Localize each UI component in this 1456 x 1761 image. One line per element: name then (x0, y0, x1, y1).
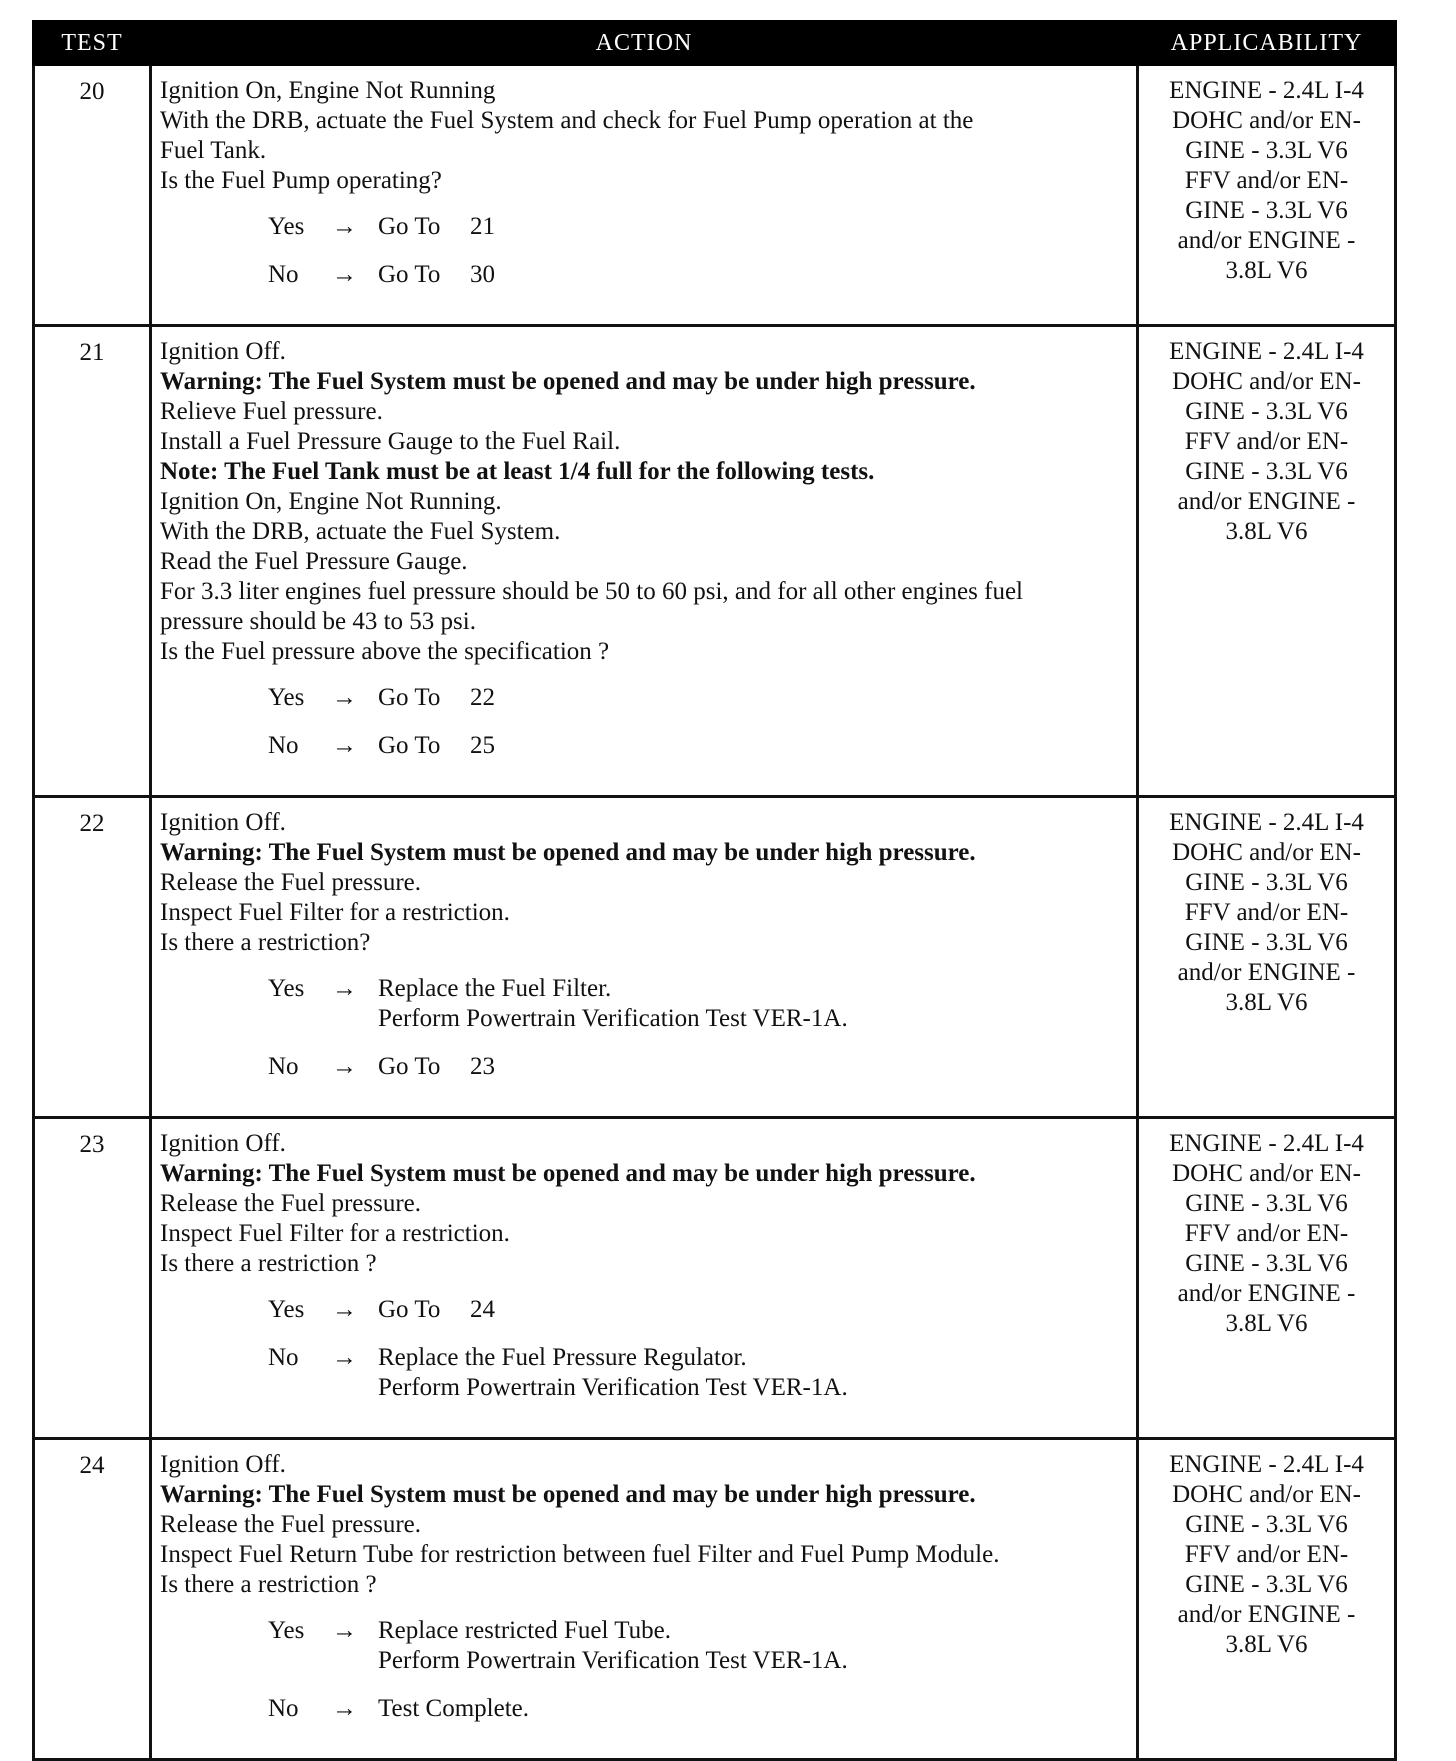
answer-action: Test Complete. (378, 1695, 530, 1722)
action-cell (151, 326, 1138, 797)
instruction-text: Inspect Fuel Return Tube for restriction between fuel Filter and Fuel Pump Module. (160, 1541, 1000, 1568)
instruction-text: Ignition Off. (160, 1130, 286, 1157)
applicability-cell (1138, 1118, 1396, 1439)
test-number: 20 (34, 65, 151, 326)
table-row (34, 797, 1396, 1118)
applicability-line: GINE - 3.3L V6 (1185, 137, 1348, 164)
goto-instruction (378, 683, 495, 713)
instruction-text: With the DRB, actuate the Fuel System and check for Fuel Pump operation at the (160, 107, 974, 134)
applicability-line: 3.8L V6 (1225, 518, 1308, 545)
goto-target: 21 (470, 213, 495, 240)
diagnostic-procedure-page (32, 20, 1394, 1761)
instruction-text: Is there a restriction ? (160, 1571, 377, 1598)
answer-row-yes (268, 683, 1130, 713)
test-number: 24 (34, 1439, 151, 1760)
answer-list (160, 683, 1130, 761)
goto-target: 23 (470, 1053, 495, 1080)
answer-list (160, 1616, 1130, 1724)
answer-action-verify: Perform Powertrain Verification Test VER-1A. (378, 1647, 848, 1674)
goto-target: 22 (470, 684, 495, 711)
answer-destination (378, 1052, 495, 1082)
applicability-cell (1138, 1439, 1396, 1760)
instruction-text: Ignition Off. (160, 1451, 286, 1478)
arrow-icon: → (332, 684, 357, 711)
warning-note-text: Warning: The Fuel System must be opened and may be under high pressure. (160, 1160, 976, 1187)
test-number: 22 (34, 797, 151, 1118)
answer-label: Yes (268, 1296, 305, 1323)
answer-list (160, 1295, 1130, 1403)
instruction-text: Release the Fuel pressure. (160, 1511, 422, 1538)
table-row (34, 326, 1396, 797)
applicability-line: GINE - 3.3L V6 (1185, 1571, 1348, 1598)
goto-instruction (378, 1295, 495, 1325)
header-action: ACTION (151, 22, 1138, 65)
answer-destination (378, 974, 848, 1034)
warning-note-text: Warning: The Fuel System must be opened and may be under high pressure. (160, 839, 976, 866)
applicability-line: FFV and/or EN- (1184, 899, 1349, 926)
applicability-line: ENGINE - 2.4L I-4 (1169, 809, 1364, 836)
goto-instruction (378, 1052, 495, 1082)
action-cell (151, 797, 1138, 1118)
goto-label: Go To (378, 1296, 441, 1323)
answer-destination (378, 212, 495, 242)
instruction-text: Read the Fuel Pressure Gauge. (160, 548, 468, 575)
applicability-line: 3.8L V6 (1225, 1310, 1308, 1337)
goto-label: Go To (378, 213, 441, 240)
instruction-text: Ignition On, Engine Not Running (160, 77, 496, 104)
arrow-icon: → (332, 1695, 357, 1722)
applicability-cell (1138, 326, 1396, 797)
applicability-cell (1138, 65, 1396, 326)
instruction-text: For 3.3 liter engines fuel pressure should be 50 to 60 psi, and for all other engines fuel (160, 578, 1024, 605)
applicability-line: GINE - 3.3L V6 (1185, 1511, 1348, 1538)
instruction-text: Relieve Fuel pressure. (160, 398, 383, 425)
applicability-line: GINE - 3.3L V6 (1185, 869, 1348, 896)
applicability-line: 3.8L V6 (1225, 257, 1308, 284)
instruction-text: pressure should be 43 to 53 psi. (160, 608, 476, 635)
goto-label: Go To (378, 732, 441, 759)
answer-label: No (268, 261, 299, 288)
answer-list (160, 212, 1130, 290)
answer-action: Replace the Fuel Filter. (378, 975, 612, 1002)
goto-label: Go To (378, 684, 441, 711)
applicability-cell (1138, 797, 1396, 1118)
test-number: 23 (34, 1118, 151, 1439)
warning-note-text: Warning: The Fuel System must be opened and may be under high pressure. (160, 368, 976, 395)
applicability-line: ENGINE - 2.4L I-4 (1169, 338, 1364, 365)
applicability-line: GINE - 3.3L V6 (1185, 1250, 1348, 1277)
answer-label: Yes (268, 213, 305, 240)
arrow-icon: → (332, 1617, 357, 1644)
answer-row-yes (268, 212, 1130, 242)
applicability-line: and/or ENGINE - (1177, 959, 1356, 986)
answer-label: No (268, 1053, 299, 1080)
instruction-text: Ignition Off. (160, 338, 286, 365)
goto-target: 30 (470, 261, 495, 288)
arrow-icon: → (332, 732, 357, 759)
arrow-icon: → (332, 1344, 357, 1371)
header-applicability: APPLICABILITY (1138, 22, 1396, 65)
instruction-text: Fuel Tank. (160, 137, 267, 164)
answer-destination (378, 731, 495, 761)
arrow-icon: → (332, 1296, 357, 1323)
instruction-text: Release the Fuel pressure. (160, 1190, 422, 1217)
answer-row-no (268, 260, 1130, 290)
goto-target: 25 (470, 732, 495, 759)
arrow-icon: → (332, 261, 357, 288)
answer-label: No (268, 1344, 299, 1371)
applicability-line: DOHC and/or EN- (1172, 107, 1361, 134)
answer-label: Yes (268, 684, 305, 711)
answer-action: Replace the Fuel Pressure Regulator. (378, 1344, 747, 1371)
table-row (34, 1118, 1396, 1439)
answer-row-yes (268, 1616, 1130, 1676)
answer-label: Yes (268, 975, 305, 1002)
arrow-icon: → (332, 213, 357, 240)
applicability-line: DOHC and/or EN- (1172, 1160, 1361, 1187)
answer-label: No (268, 732, 299, 759)
warning-note-text: Warning: The Fuel System must be opened and may be under high pressure. (160, 1481, 976, 1508)
answer-destination (378, 1343, 848, 1403)
answer-destination (378, 1295, 495, 1325)
instruction-text: Ignition Off. (160, 809, 286, 836)
answer-row-no (268, 1343, 1130, 1403)
answer-destination (378, 1694, 529, 1724)
warning-note-text: Note: The Fuel Tank must be at least 1/4 full for the following tests. (160, 458, 875, 485)
arrow-icon: → (332, 1053, 357, 1080)
applicability-line: FFV and/or EN- (1184, 1220, 1349, 1247)
applicability-line: GINE - 3.3L V6 (1185, 458, 1348, 485)
answer-action: Replace restricted Fuel Tube. (378, 1617, 671, 1644)
instruction-text: Inspect Fuel Filter for a restriction. (160, 1220, 510, 1247)
action-cell (151, 65, 1138, 326)
header-test: TEST (34, 22, 151, 65)
answer-row-no (268, 1694, 1130, 1724)
answer-destination (378, 683, 495, 713)
applicability-line: FFV and/or EN- (1184, 1541, 1349, 1568)
diagnostic-test-table (32, 20, 1397, 1761)
applicability-line: DOHC and/or EN- (1172, 1481, 1361, 1508)
applicability-line: ENGINE - 2.4L I-4 (1169, 1451, 1364, 1478)
answer-row-yes (268, 1295, 1130, 1325)
table-row (34, 1439, 1396, 1760)
goto-label: Go To (378, 261, 441, 288)
instruction-text: With the DRB, actuate the Fuel System. (160, 518, 561, 545)
answer-label: No (268, 1695, 299, 1722)
applicability-line: FFV and/or EN- (1184, 167, 1349, 194)
answer-action-verify: Perform Powertrain Verification Test VER-1A. (378, 1005, 848, 1032)
goto-target: 24 (470, 1296, 495, 1323)
table-row (34, 65, 1396, 326)
answer-destination (378, 260, 495, 290)
applicability-line: DOHC and/or EN- (1172, 839, 1361, 866)
instruction-text: Is the Fuel Pump operating? (160, 167, 442, 194)
test-number: 21 (34, 326, 151, 797)
goto-label: Go To (378, 1053, 441, 1080)
answer-row-no (268, 731, 1130, 761)
applicability-line: GINE - 3.3L V6 (1185, 197, 1348, 224)
goto-instruction (378, 260, 495, 290)
instruction-text: Install a Fuel Pressure Gauge to the Fuel Rail. (160, 428, 621, 455)
answer-row-no (268, 1052, 1130, 1082)
answer-destination (378, 1616, 848, 1676)
applicability-line: GINE - 3.3L V6 (1185, 1190, 1348, 1217)
table-body (34, 65, 1396, 1760)
applicability-line: GINE - 3.3L V6 (1185, 398, 1348, 425)
table-header-row (34, 22, 1396, 65)
action-cell (151, 1118, 1138, 1439)
applicability-line: and/or ENGINE - (1177, 488, 1356, 515)
instruction-text: Inspect Fuel Filter for a restriction. (160, 899, 510, 926)
applicability-line: and/or ENGINE - (1177, 227, 1356, 254)
instruction-text: Is the Fuel pressure above the specification ? (160, 638, 610, 665)
applicability-line: ENGINE - 2.4L I-4 (1169, 1130, 1364, 1157)
answer-row-yes (268, 974, 1130, 1034)
instruction-text: Release the Fuel pressure. (160, 869, 422, 896)
answer-label: Yes (268, 1617, 305, 1644)
answer-action-verify: Perform Powertrain Verification Test VER-1A. (378, 1374, 848, 1401)
action-cell (151, 1439, 1138, 1760)
applicability-line: FFV and/or EN- (1184, 428, 1349, 455)
goto-instruction (378, 212, 495, 242)
applicability-line: ENGINE - 2.4L I-4 (1169, 77, 1364, 104)
instruction-text: Is there a restriction ? (160, 1250, 377, 1277)
applicability-line: 3.8L V6 (1225, 989, 1308, 1016)
instruction-text: Is there a restriction? (160, 929, 371, 956)
applicability-line: and/or ENGINE - (1177, 1601, 1356, 1628)
applicability-line: DOHC and/or EN- (1172, 368, 1361, 395)
applicability-line: GINE - 3.3L V6 (1185, 929, 1348, 956)
arrow-icon: → (332, 975, 357, 1002)
answer-list (160, 974, 1130, 1082)
instruction-text: Ignition On, Engine Not Running. (160, 488, 502, 515)
applicability-line: 3.8L V6 (1225, 1631, 1308, 1658)
goto-instruction (378, 731, 495, 761)
applicability-line: and/or ENGINE - (1177, 1280, 1356, 1307)
